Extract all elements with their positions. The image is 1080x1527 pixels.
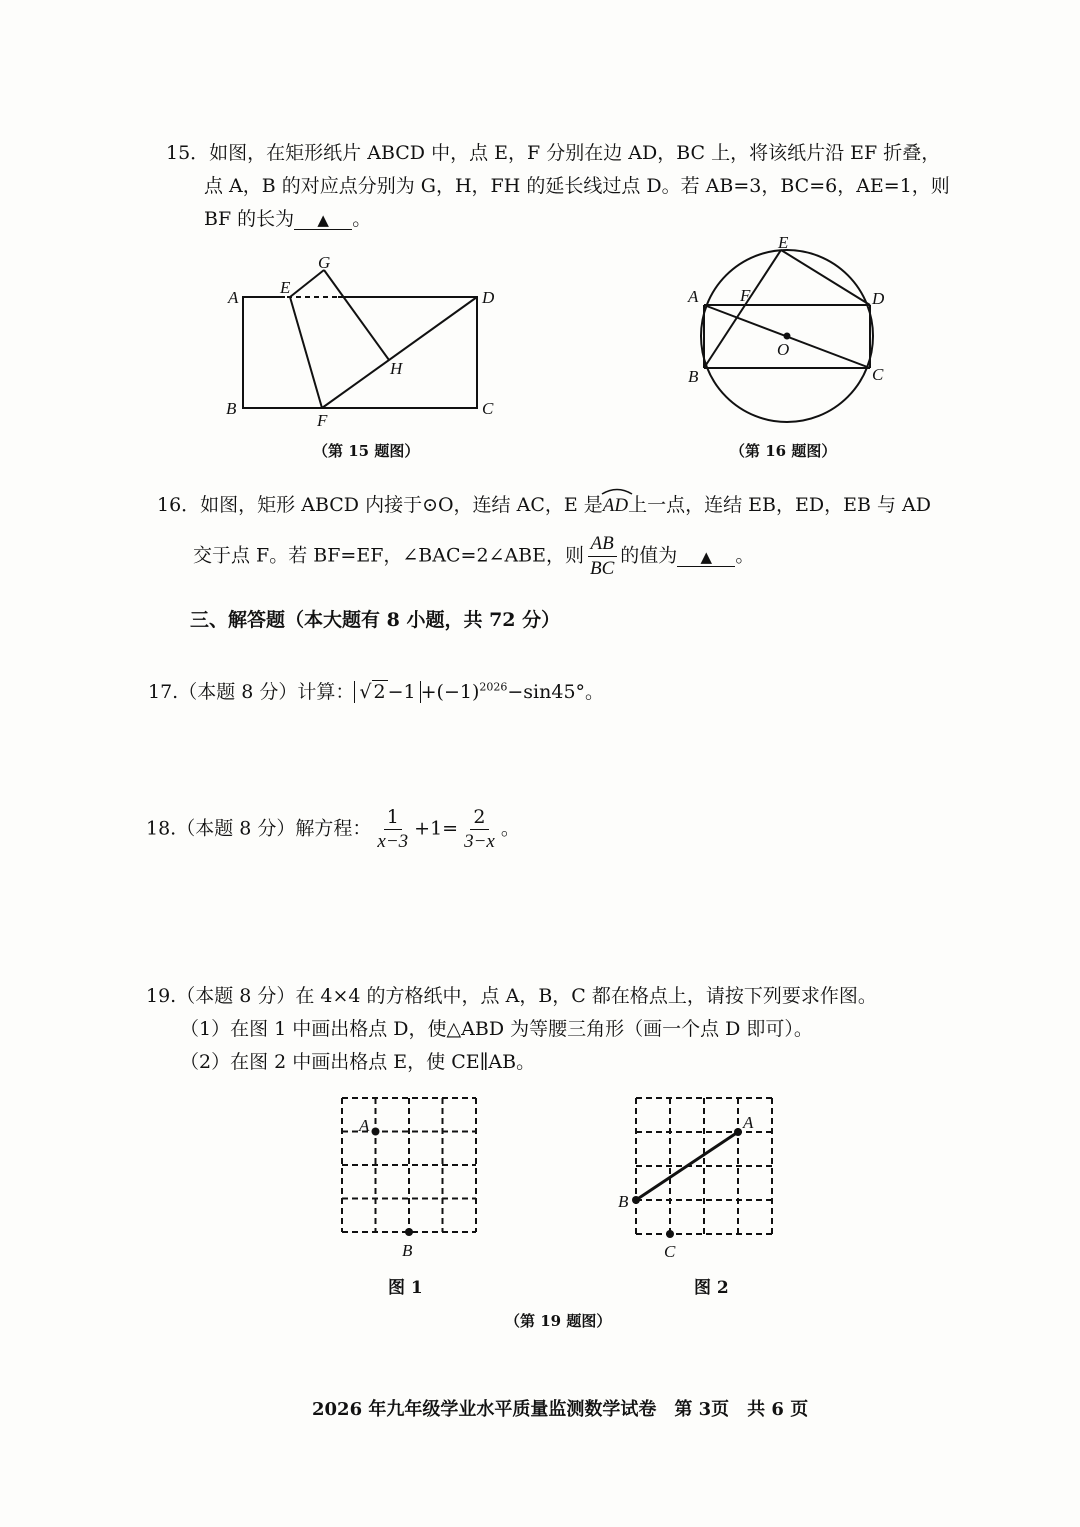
q18-f2-den: 3−x xyxy=(464,831,495,852)
q15-rect-edges xyxy=(243,297,477,408)
q17-line xyxy=(148,677,604,704)
q15-line2: 点 A，B 的对应点分别为 G，H，FH 的延长线过点 D。若 AB=3，BC=6，AE=1，则 xyxy=(204,175,950,197)
q17-prefix: 17.（本题 8 分）计算： xyxy=(148,681,355,703)
q19-line1: 19.（本题 8 分）在 4×4 的方格纸中，点 A，B，C 都在格点上，请按下列要求作图。 xyxy=(146,985,877,1007)
fig2-point-b xyxy=(632,1196,640,1204)
q16-line1-pre: 16．如图，矩形 ABCD 内接于⊙O，连结 AC，E 是 xyxy=(157,494,603,516)
q15-label-b: B xyxy=(226,399,237,418)
q16-label-o: O xyxy=(777,340,790,359)
q16-figure xyxy=(680,235,900,435)
q19-line2: （1）在图 1 中画出格点 D，使△ABD 为等腰三角形（画一个点 D 即可）。 xyxy=(180,1018,813,1040)
q17-tail: −sin45° xyxy=(507,681,586,703)
q15-caption: （第 15 题图） xyxy=(313,442,420,460)
q15-line3-prefix: BF 的长为 xyxy=(204,208,295,230)
q16-arc-label: AD xyxy=(602,495,629,516)
fig2-label-c: C xyxy=(664,1242,676,1261)
q16-label-b: B xyxy=(688,367,699,386)
fig1-caption: 图 1 xyxy=(388,1278,423,1298)
fig1-point-a xyxy=(372,1128,380,1136)
q15-line-eg xyxy=(290,270,324,297)
q17-abs-tail: −1 xyxy=(387,681,416,703)
q18-f1-den: x−3 xyxy=(377,831,409,852)
fig1-label-b: B xyxy=(402,1241,413,1260)
q16-end: 。 xyxy=(735,544,755,567)
q18-f2-num: 2 xyxy=(470,805,488,830)
q16-line2-pre: 交于点 F。若 BF=EF，∠BAC=2∠ABE，则 xyxy=(193,544,585,567)
q19-caption: （第 19 题图） xyxy=(505,1312,612,1330)
fig2-caption: 图 2 xyxy=(694,1278,729,1298)
q18-prefix: 18.（本题 8 分）解方程： xyxy=(146,817,372,840)
q15-line1: 15．如图，在矩形纸片 ABCD 中，点 E，F 分别在边 AD，BC 上，将该纸片沿 EF 折叠， xyxy=(166,142,941,164)
q15-label-d: D xyxy=(482,288,495,307)
q16-center-dot xyxy=(784,333,791,340)
q16-arc-ad xyxy=(603,491,628,517)
fig2-label-b: B xyxy=(618,1192,629,1211)
q16-fraction xyxy=(587,532,617,581)
q15-figure xyxy=(220,250,510,430)
q15-line-ef xyxy=(290,297,322,408)
q15-label-h: H xyxy=(390,359,403,378)
fig1-point-b xyxy=(405,1228,413,1236)
q16-line2 xyxy=(193,532,754,581)
q17-exp: 2026 xyxy=(479,680,508,694)
q16-line1-post: 上一点，连结 EB，ED，EB 与 AD xyxy=(628,494,931,516)
q16-frac-den: BC xyxy=(590,558,615,579)
q16-label-a: A xyxy=(688,287,699,306)
q16-line1 xyxy=(157,490,931,517)
q17-plus-term: +(−1) xyxy=(420,681,480,703)
fig2-label-a: A xyxy=(743,1113,754,1132)
q15-label-a: A xyxy=(228,288,239,307)
fig2-point-a xyxy=(734,1128,742,1136)
q16-line2-post: 的值为 xyxy=(620,544,678,567)
page-footer: 2026 年九年级学业水平质量监测数学试卷 第 3页 共 6 页 xyxy=(312,1399,809,1420)
q16-frac-num: AB xyxy=(588,532,617,557)
q17-abs: √ 2 −1 xyxy=(354,681,420,703)
q16-label-f: F xyxy=(740,286,751,305)
fig1-label-a: A xyxy=(359,1116,370,1135)
q18-mid: +1= xyxy=(414,817,459,840)
q18-fraction-2 xyxy=(461,805,498,854)
q18-line xyxy=(146,805,520,854)
q16-label-d: D xyxy=(872,289,885,308)
q19-grid-fig1 xyxy=(330,1090,490,1260)
q15-line-gh xyxy=(324,270,389,360)
q16-answer-blank: ▲ xyxy=(677,548,735,567)
q15-label-g: G xyxy=(318,253,331,272)
q19-grid-fig2 xyxy=(618,1090,794,1261)
q15-line3 xyxy=(204,204,371,231)
q16-label-c: C xyxy=(872,365,884,384)
q17-sqrt-arg: 2 xyxy=(373,681,386,703)
q15-label-f: F xyxy=(317,411,328,430)
q16-label-e: E xyxy=(778,233,789,252)
q15-line3-suffix: 。 xyxy=(352,208,372,230)
q15-label-e: E xyxy=(280,278,291,297)
q17-end: 。 xyxy=(585,681,605,703)
q15-label-c: C xyxy=(482,399,494,418)
q18-f1-num: 1 xyxy=(384,805,402,830)
section3-heading: 三、解答题（本大题有 8 小题，共 72 分） xyxy=(190,609,561,631)
q18-end: 。 xyxy=(500,817,520,840)
q18-fraction-1 xyxy=(374,805,411,854)
q16-caption: （第 16 题图） xyxy=(730,442,837,460)
fig2-point-c xyxy=(666,1230,674,1238)
q19-line3: （2）在图 2 中画出格点 E，使 CE∥AB。 xyxy=(180,1051,536,1073)
q15-line-fd xyxy=(322,297,477,408)
q16-arc-mark xyxy=(601,487,633,495)
q15-answer-blank: ▲ xyxy=(294,211,352,230)
